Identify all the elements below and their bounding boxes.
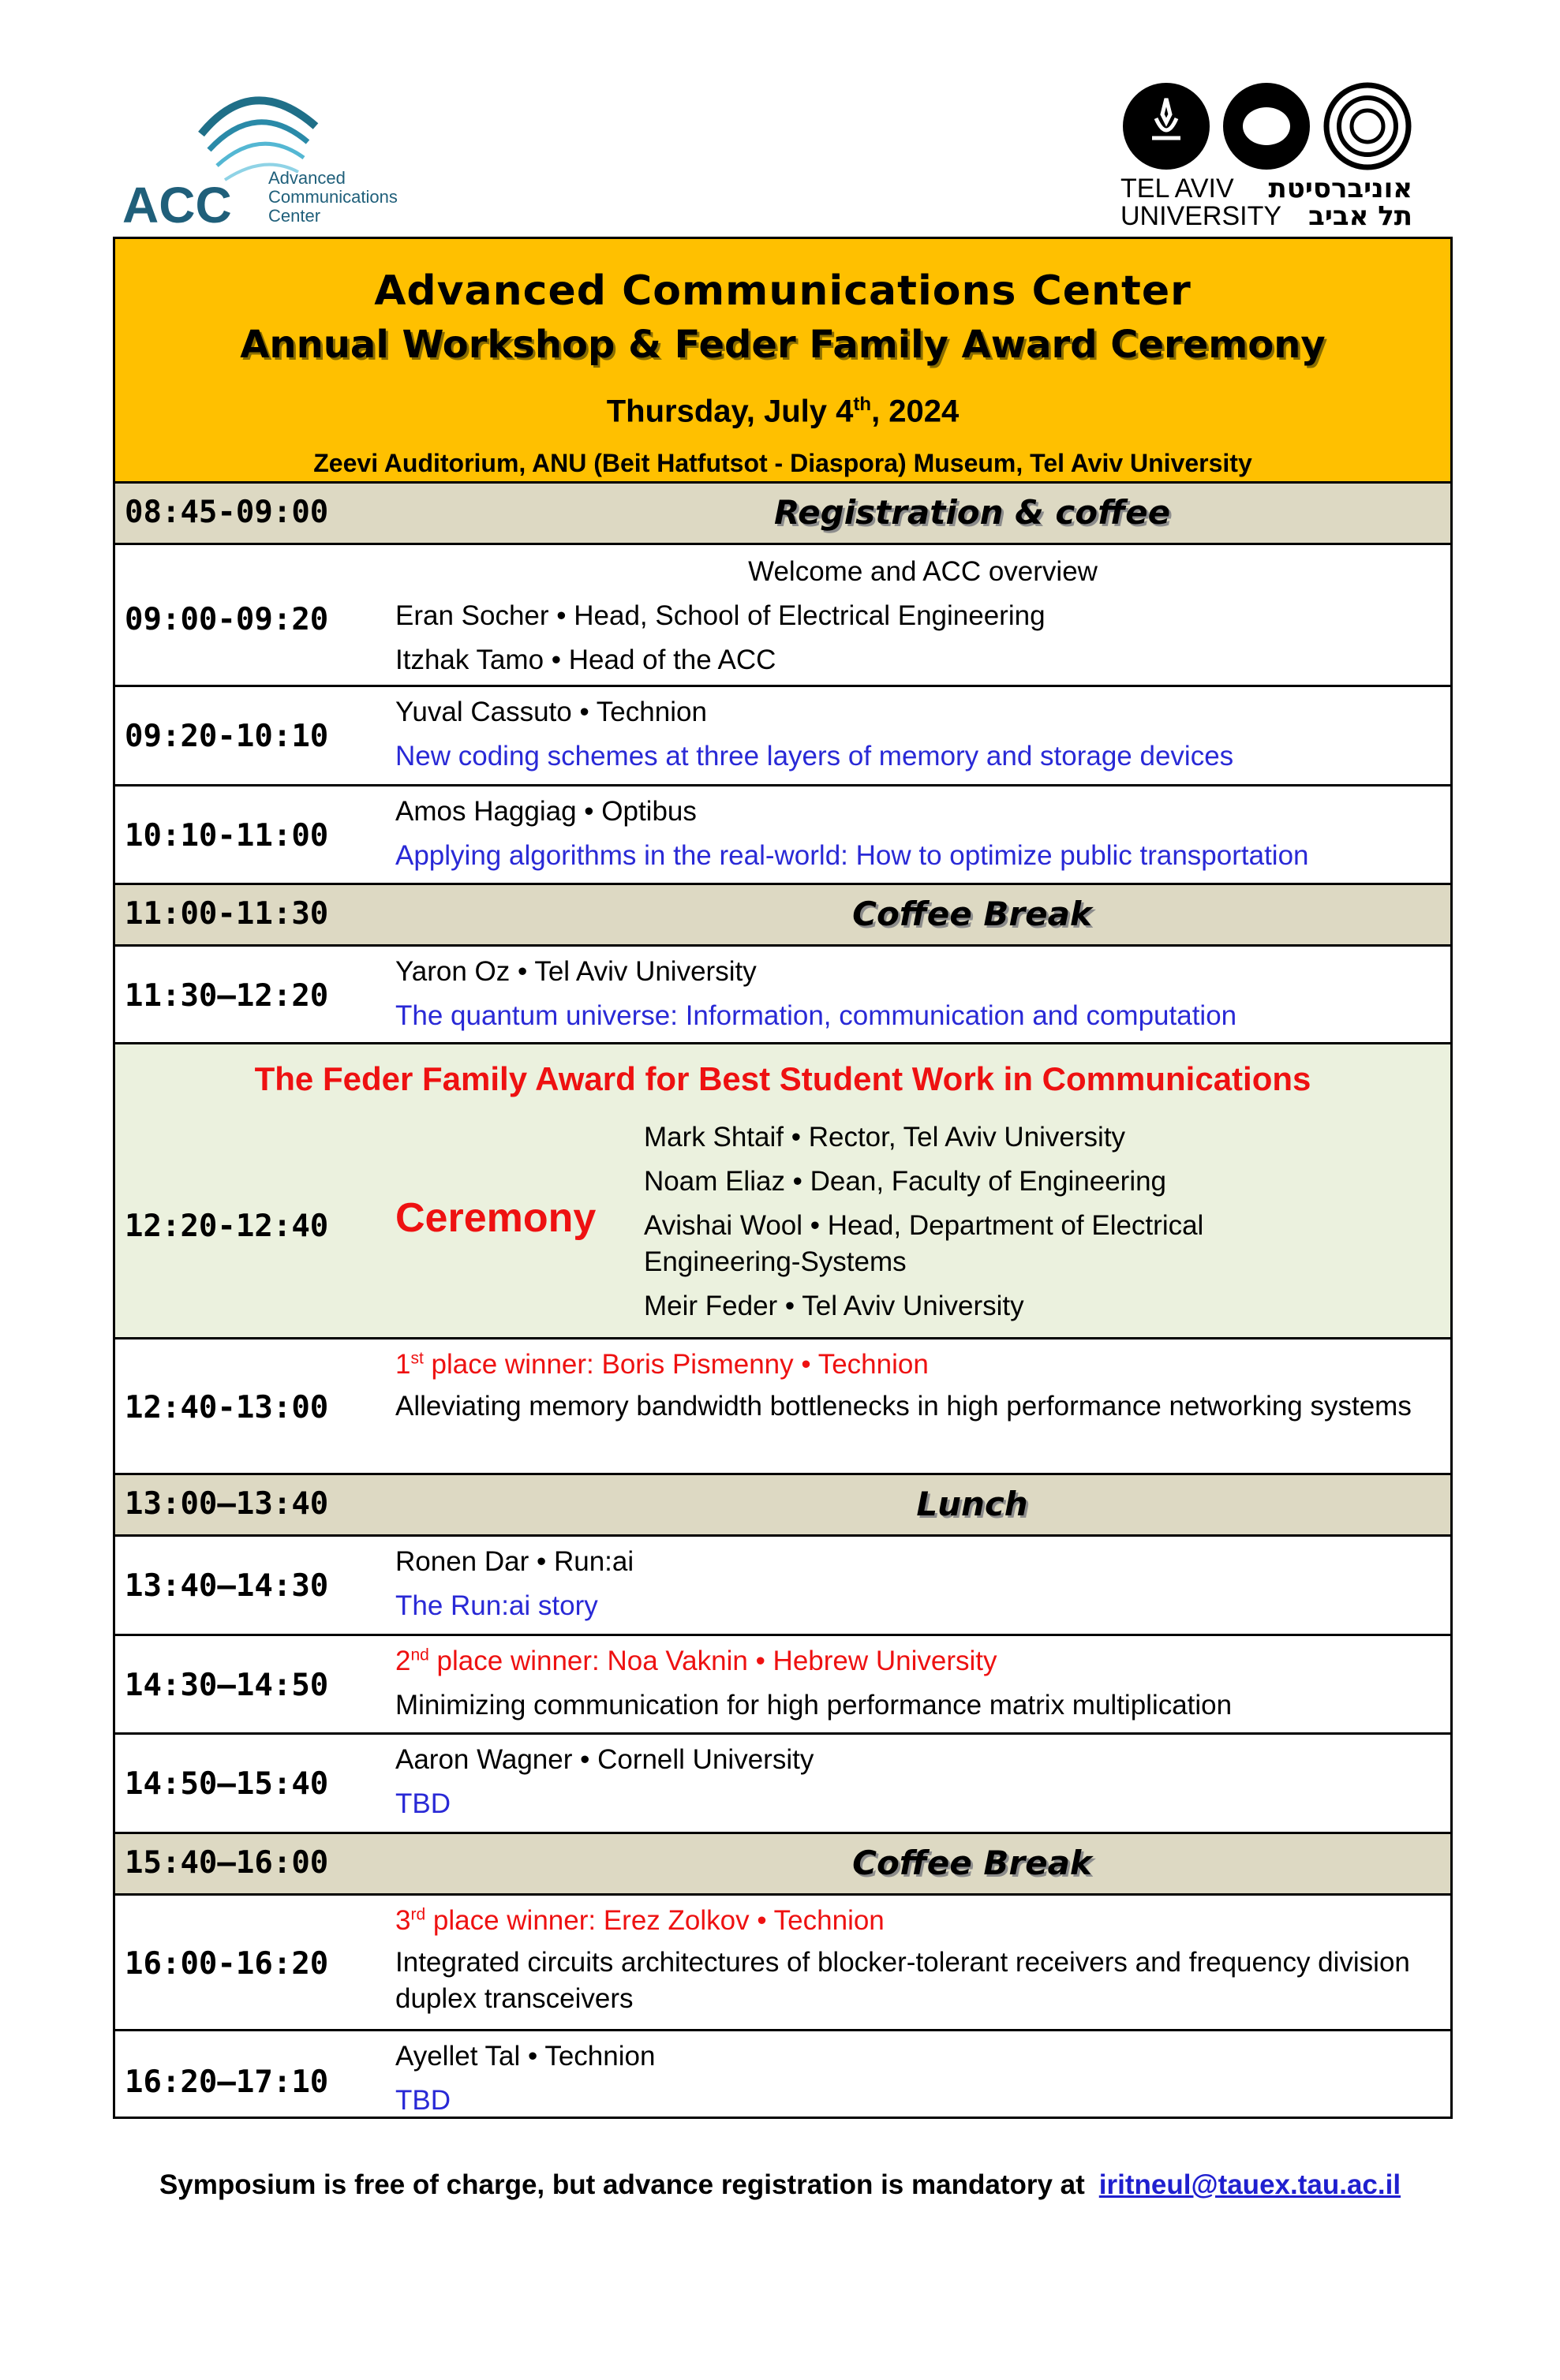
- registration-note: [0, 2169, 1560, 2201]
- schedule-row-talk: [115, 786, 1450, 885]
- schedule-row-welcome: [115, 545, 1450, 687]
- time-slot: 11:00-11:30: [125, 896, 329, 932]
- talk-title: TBD: [395, 2085, 451, 2116]
- acc-logo-abbr: ACC: [122, 177, 232, 234]
- time-slot: 08:45-09:00: [125, 495, 329, 530]
- speaker-line: Eran Socher • Head, School of Electrical Engineering: [395, 600, 1046, 631]
- break-label: Coffee Break: [852, 895, 1092, 933]
- schedule-row-talk: [115, 687, 1450, 786]
- break-label: Registration & coffee: [773, 493, 1171, 532]
- schedule-row-winner: [115, 1339, 1450, 1475]
- schedule-row-talk: [115, 2031, 1450, 2129]
- center-title: Advanced Communications Center: [374, 267, 1192, 315]
- presenter-line: Engineering-Systems: [644, 1246, 907, 1277]
- program-table: [113, 237, 1453, 2119]
- talk-title: The quantum universe: Information, communication and computation: [395, 1000, 1237, 1031]
- time-slot: 16:00-16:20: [125, 1946, 329, 1982]
- time-slot: 14:30–14:50: [125, 1668, 329, 1703]
- speaker-line: Ronen Dar • Run:ai: [395, 1546, 634, 1577]
- svg-text:אוניברסיטת: אוניברסיטת: [1268, 173, 1412, 204]
- acc-logo: [118, 79, 434, 237]
- schedule-row-award-ceremony: [115, 1044, 1450, 1339]
- program-header: [115, 239, 1450, 484]
- award-title: The Feder Family Award for Best Student Work in Communications: [254, 1060, 1311, 1097]
- winner-line: 2nd place winner: Noa Vaknin • Hebrew University: [395, 1646, 997, 1676]
- svg-text:Communications: Communications: [268, 187, 398, 207]
- speaker-line: Itzhak Tamo • Head of the ACC: [395, 645, 776, 675]
- break-label: Coffee Break: [852, 1844, 1092, 1882]
- presenter-line: Noam Eliaz • Dean, Faculty of Engineering: [644, 1166, 1167, 1197]
- schedule-row-lunch: [115, 1475, 1450, 1537]
- speaker-line: Yuval Cassuto • Technion: [395, 697, 707, 727]
- registration-text: Symposium is free of charge, but advance registration is mandatory at: [159, 2169, 1085, 2200]
- tau-logo: [1117, 79, 1416, 229]
- time-slot: 14:50–15:40: [125, 1766, 329, 1802]
- speaker-line: Yaron Oz • Tel Aviv University: [395, 956, 757, 987]
- talk-title: Integrated circuits architectures of blocker-tolerant receivers and frequency division duplex transceivers: [395, 1947, 1410, 2014]
- event-venue: Zeevi Auditorium, ANU (Beit Hatfutsot - Diaspora) Museum, Tel Aviv University: [313, 449, 1252, 477]
- svg-text:תל אביב: תל אביב: [1308, 200, 1412, 229]
- schedule-row-winner: [115, 1896, 1450, 2031]
- time-slot: 15:40–16:00: [125, 1845, 329, 1881]
- schedule-row-talk: [115, 947, 1450, 1044]
- time-slot: 13:00–13:40: [125, 1486, 329, 1522]
- time-slot: 12:40-13:00: [125, 1390, 329, 1425]
- talk-title: New coding schemes at three layers of memory and storage devices: [395, 741, 1234, 772]
- speaker-line: Ayellet Tal • Technion: [395, 2041, 656, 2072]
- talk-title: TBD: [395, 1788, 451, 1819]
- presenter-line: Meir Feder • Tel Aviv University: [644, 1291, 1024, 1321]
- speaker-line: Aaron Wagner • Cornell University: [395, 1744, 814, 1775]
- schedule-row-winner: [115, 1636, 1450, 1735]
- event-date: Thursday, July 4th, 2024: [606, 394, 960, 429]
- winner-line: 1st place winner: Boris Pismenny • Technion: [395, 1349, 929, 1380]
- time-slot: 16:20–17:10: [125, 2064, 329, 2100]
- event-title: Annual Workshop & Feder Family Award Ceremony: [240, 323, 1326, 367]
- schedule-row-talk: [115, 1735, 1450, 1834]
- schedule-row-coffee-break: [115, 1834, 1450, 1896]
- session-title: Welcome and ACC overview: [748, 556, 1098, 587]
- time-slot: 13:40–14:30: [125, 1568, 329, 1604]
- ceremony-label: Ceremony: [395, 1195, 597, 1241]
- schedule-row-registration: [115, 484, 1450, 545]
- talk-title: Minimizing communication for high performance matrix multiplication: [395, 1690, 1233, 1721]
- time-slot: 09:20-10:10: [125, 719, 329, 754]
- time-slot: 12:20-12:40: [125, 1209, 329, 1244]
- winner-line: 3rd place winner: Erez Zolkov • Technion: [395, 1905, 885, 1936]
- talk-title: Alleviating memory bandwidth bottlenecks in high performance networking systems: [395, 1391, 1412, 1422]
- svg-text:Center: Center: [268, 206, 321, 226]
- time-slot: 11:30–12:20: [125, 978, 329, 1014]
- break-label: Lunch: [916, 1485, 1028, 1523]
- talk-title: Applying algorithms in the real-world: How to optimize public transportation: [395, 840, 1309, 871]
- time-slot: 10:10-11:00: [125, 818, 329, 854]
- speaker-line: Amos Haggiag • Optibus: [395, 796, 697, 827]
- time-slot: 09:00-09:20: [125, 602, 329, 637]
- svg-text:Advanced: Advanced: [268, 168, 346, 188]
- schedule-row-talk: [115, 1537, 1450, 1636]
- registration-email-link[interactable]: iritneul@tauex.tau.ac.il: [1098, 2169, 1401, 2200]
- svg-text:TEL AVIV: TEL AVIV: [1120, 174, 1234, 204]
- schedule-row-coffee-break: [115, 885, 1450, 947]
- svg-text:UNIVERSITY: UNIVERSITY: [1120, 201, 1282, 229]
- talk-title: The Run:ai story: [395, 1590, 598, 1621]
- presenter-line: Avishai Wool • Head, Department of Electrical: [644, 1210, 1204, 1241]
- presenter-line: Mark Shtaif • Rector, Tel Aviv University: [644, 1122, 1126, 1153]
